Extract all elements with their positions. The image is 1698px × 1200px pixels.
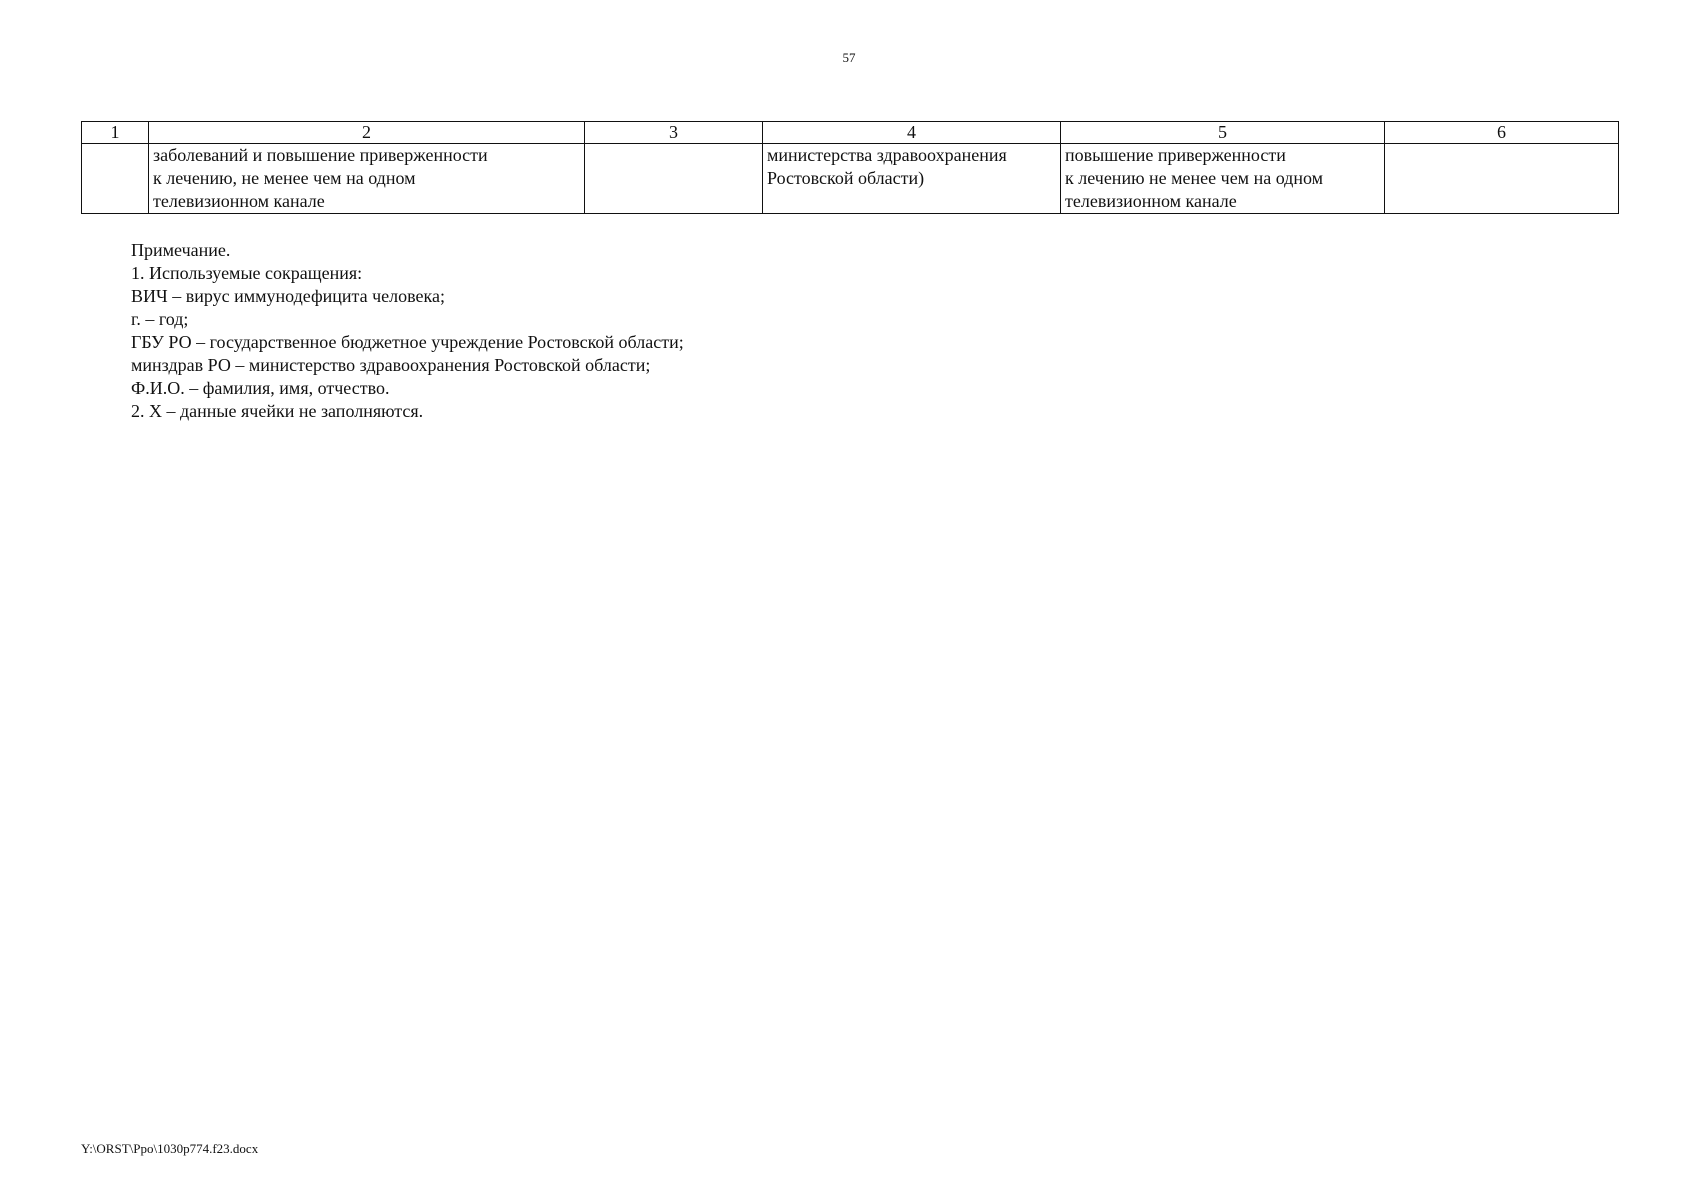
table-cell-col5: повышение приверженности к лечению не менее чем на одном телевизионном канале xyxy=(1061,144,1385,214)
data-table xyxy=(81,121,1619,214)
note-line: ГБУ РО – государственное бюджетное учреждение Ростовской области; xyxy=(131,332,684,352)
column-header-4: 4 xyxy=(763,122,1061,144)
column-header-2: 2 xyxy=(149,122,585,144)
table-cell-col3 xyxy=(585,144,763,214)
note-line: Ф.И.О. – фамилия, имя, отчество. xyxy=(131,378,390,398)
note-line: 1. Используемые сокращения: xyxy=(131,263,363,283)
table-header-row xyxy=(82,122,1619,144)
column-header-5: 5 xyxy=(1061,122,1385,144)
column-header-3: 3 xyxy=(585,122,763,144)
table-cell-col2: заболеваний и повышение приверженности к лечению, не менее чем на одном телевизионном канале xyxy=(149,144,585,214)
notes-title: Примечание. xyxy=(131,240,231,260)
file-path-footer: Y:\ORST\Ppo\1030p774.f23.docx xyxy=(81,1141,259,1156)
note-line: 2. Х – данные ячейки не заполняются. xyxy=(131,401,424,421)
notes-section xyxy=(131,239,684,423)
note-line: ВИЧ – вирус иммунодефицита человека; xyxy=(131,286,445,306)
table-cell-col4: министерства здравоохранения Ростовской области) xyxy=(763,144,1061,214)
note-line: минздрав РО – министерство здравоохранения Ростовской области; xyxy=(131,355,651,375)
table-cell-col1 xyxy=(82,144,149,214)
column-header-1: 1 xyxy=(82,122,149,144)
table-cell-col6 xyxy=(1385,144,1619,214)
page-number: 57 xyxy=(842,50,856,65)
table-row xyxy=(82,144,1619,214)
note-line: г. – год; xyxy=(131,309,189,329)
column-header-6: 6 xyxy=(1385,122,1619,144)
